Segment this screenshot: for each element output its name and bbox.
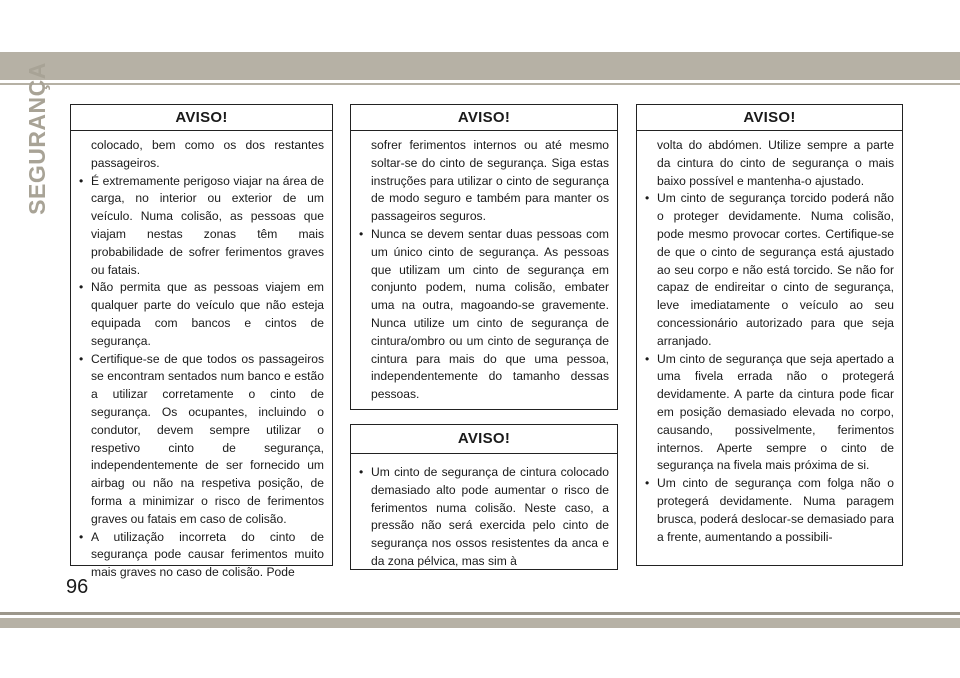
continuation-text: volta do abdómen. Utilize sempre a parte da cintura do cinto de segurança o mais baixo possível e mantenha-o ajustado. xyxy=(657,138,894,188)
warning-list xyxy=(79,173,324,582)
warning-body xyxy=(351,454,617,571)
continuation-text: sofrer ferimentos internos ou até mesmo soltar-se do cinto de segurança. Siga estas instruções para utilizar o cinto de segurança de modo seguro e também para manter os passageiros seguros. xyxy=(371,138,609,224)
list-item: • Um cinto de segurança de cintura colocado demasiado alto pode aumentar o risco de ferimentos numa colisão. Neste caso, a pressão não será exercida pelo cinto de segurança nos ossos resistentes da anca e da zona pélvica, mas sim à xyxy=(359,464,609,571)
warning-title: AVISO! xyxy=(351,105,617,131)
section-label xyxy=(10,61,64,215)
list-item: • Um cinto de segurança com folga não o protegerá devidamente. Numa paragem brusca, poderá deslocar-se demasiado para a frente, aumentando a possibili- xyxy=(645,475,894,546)
warning-box-1 xyxy=(70,104,333,580)
page-number: 96 xyxy=(66,576,89,598)
list-item: • Um cinto de segurança que seja apertado a uma fivela errada não o protegerá devidamente. A parte da cintura pode ficar em posição demasiado elevada no corpo, causando, possivelmente, ferimentos internos. Aperte sempre o cinto de segurança na fivela mais próxima de si. xyxy=(645,351,894,476)
warning-list xyxy=(645,190,894,546)
list-item: • Não permita que as pessoas viajem em qualquer parte do veículo que não esteja equipada com bancos e cintos de segurança. xyxy=(79,279,324,350)
list-item: • Um cinto de segurança torcido poderá não o proteger devidamente. Numa colisão, pode mesmo provocar cortes. Certifique-se de que o cinto de segurança está ajustado ao seu corpo e não está torcido. Se não for capaz de endireitar o cinto de segurança, leve imediatamente o veículo ao seu concessionário autorizado para que seja arranjado. xyxy=(645,190,894,350)
footer-band xyxy=(0,618,960,628)
list-item: • A utilização incorreta do cinto de segurança pode causar ferimentos muito mais graves no caso de colisão. Pode xyxy=(79,529,324,582)
footer-rule xyxy=(0,612,960,615)
continuation-text: colocado, bem como os dos restantes passageiros. xyxy=(91,138,324,170)
list-item: • É extremamente perigoso viajar na área de carga, no interior ou exterior de um veículo. Numa colisão, as pessoas que viajam nestas zonas têm mais probabilidade de sofrer ferimentos graves ou fatais. xyxy=(79,173,324,280)
warning-list xyxy=(359,464,609,571)
warning-title: AVISO! xyxy=(71,105,332,131)
warning-box-2 xyxy=(350,104,618,410)
warning-list xyxy=(359,226,609,404)
section-title: SEGURANÇA xyxy=(23,61,50,215)
warning-box-3 xyxy=(350,424,618,570)
warning-title: AVISO! xyxy=(351,425,617,454)
warning-body xyxy=(351,131,617,404)
warning-box-4 xyxy=(636,104,903,566)
header-band xyxy=(0,52,960,80)
list-item: • Certifique-se de que todos os passageiros se encontram sentados num banco e estão a utilizar corretamente o cinto de segurança. Os ocupantes, incluindo o condutor, devem sempre utilizar o respetivo cinto de segurança, independentemente de ser fornecido um airbag ou não na respetiva posição, de forma a minimizar o risco de ferimentos graves ou fatais em caso de colisão. xyxy=(79,351,324,529)
warning-body xyxy=(71,131,332,582)
warning-title: AVISO! xyxy=(637,105,902,131)
warning-body xyxy=(637,131,902,546)
list-item: • Nunca se devem sentar duas pessoas com um único cinto de segurança. As pessoas que utilizam um cinto de segurança em conjunto podem, numa colisão, embater uma na outra, magoando-se gravemente. Nunca utilize um cinto de segurança de cintura/ombro ou um cinto de segurança de cintura para mais do que uma pessoa, independentemente do tamanho dessas pessoas. xyxy=(359,226,609,404)
header-rule xyxy=(0,83,960,85)
